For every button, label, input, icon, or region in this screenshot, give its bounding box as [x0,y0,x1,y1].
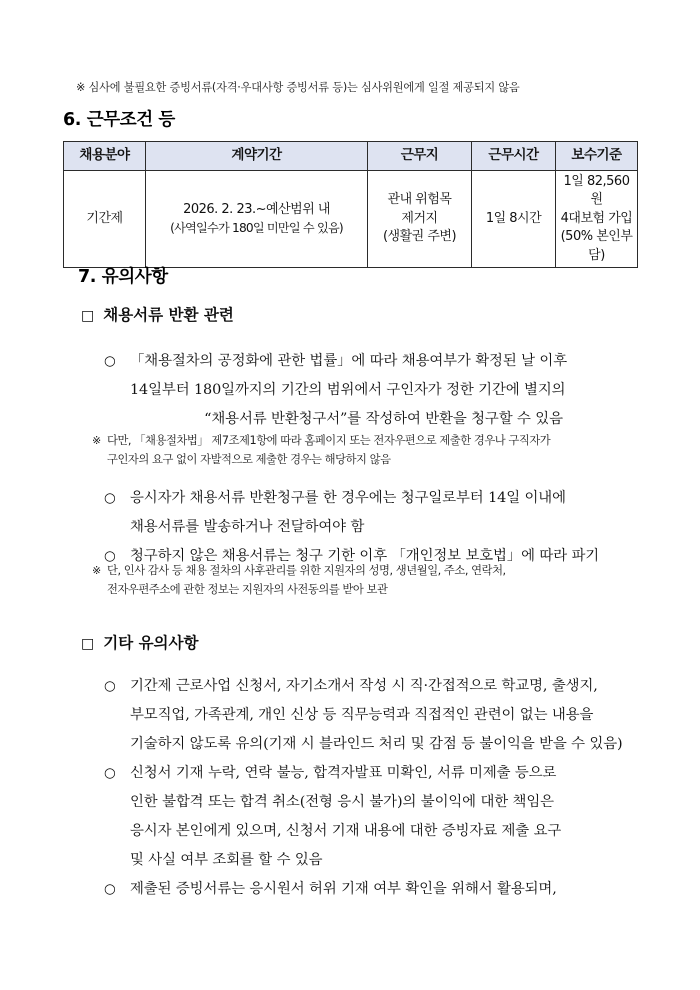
bullet-item [104,484,637,542]
asterisk-icon: ※ [92,564,101,577]
bullet-line-text: 제출된 증빙서류는 응시원서 허위 기재 여부 확인을 위해서 활용되며, [130,881,557,897]
table-header-workplace: 근무지 [368,142,472,171]
table-header-row [64,142,638,171]
checkbox-icon: □ [81,308,95,324]
bullet-line [130,817,637,846]
bullet-item [104,672,637,759]
circle-bullet-icon: ○ [104,353,116,369]
workplace-line-3: (생활권 주변) [382,229,457,245]
bullet-line: 채용서류를 발송하거나 전달하여야 함 [130,519,365,535]
table-row [64,171,638,268]
subsection-title: 채용서류 반환 관련 [103,305,234,324]
note-item [92,431,637,469]
circle-bullet-icon: ○ [104,548,116,564]
pay-line-3: (50% 본인부담) [560,229,633,263]
note-line: 전자우편주소에 관한 정보는 지원자의 사전동의를 받아 보관 [107,583,388,596]
bullet-item [104,347,637,434]
cell-pay [556,171,638,268]
bullet-item [104,875,637,904]
bullet-line [130,788,637,817]
bullet-line-text: 14일부터 180일까지의 기간의 범위에서 구인자가 정한 기간에 별지의 [130,382,566,398]
bullet-line-text: 청구하지 않은 채용서류는 청구 기한 이후 「개인정보 보호법」에 따라 파기 [130,548,600,564]
workplace-line-1: 관내 위험목 [387,192,452,208]
contract-period-line-2: (사역일수가 180일 미만일 수 있음) [170,220,343,235]
subsection-heading-other-notes [81,631,198,653]
bullet-line-text: 신청서 기재 누락, 연락 불능, 합격자발표 미확인, 서류 미제출 등으로 [130,765,557,781]
bullet-line-text: 부모직업, 가족관계, 개인 신상 등 직무능력과 직접적인 관련이 없는 내용을 [130,707,594,723]
subsection-heading-document-return [81,303,234,325]
work-conditions-table [63,141,638,268]
table-header-contract-period: 계약기간 [146,142,368,171]
bullet-line-text: 「채용절차의 공정화에 관한 법률」에 따라 채용여부가 확정된 날 이후 [130,353,568,369]
cell-workplace [368,171,472,268]
subsection-title: 기타 유의사항 [103,633,199,652]
cell-work-hours: 1일 8시간 [472,171,556,268]
bullet-line: 및 사실 여부 조회를 할 수 있음 [130,852,323,868]
asterisk-icon: ※ [92,434,101,447]
bullet-line [130,376,637,405]
bullet-line [130,347,637,376]
bullet-line-text: 기간제 근로사업 신청서, 자기소개서 작성 시 직·간접적으로 학교명, 출생지, [130,678,598,694]
table-header-field: 채용분야 [64,142,146,171]
cell-contract-period [146,171,368,268]
bullet-line-text: 응시자가 채용서류 반환청구를 한 경우에는 청구일로부터 14일 이내에 [130,490,566,506]
circle-bullet-icon: ○ [104,881,116,897]
bullet-line: “채용서류 반환청구서”를 작성하여 반환을 청구할 수 있음 [204,411,563,427]
bullet-line-text: 인한 불합격 또는 합격 취소(전형 응시 불가)의 불이익에 대한 책임은 [130,794,554,810]
cell-field: 기간제 [64,171,146,268]
note-line: 다만, 「채용절차법」 제7조제1항에 따라 홈페이지 또는 전자우편으로 제출한 경우나 구직자가 [107,434,551,447]
bullet-line [130,672,637,701]
bullet-line-text: 응시자 본인에게 있으며, 신청서 기재 내용에 대한 증빙자료 제출 요구 [130,823,562,839]
pay-line-2: 4대보험 가입 [560,210,633,226]
bullet-item [104,759,637,875]
circle-bullet-icon: ○ [104,490,116,506]
note-line: 단, 인사 감사 등 채용 절차의 사후관리를 위한 지원자의 성명, 생년월일, 주소, 연락처, [107,564,506,577]
pay-line-1: 1일 82,560원 [563,174,630,208]
bullet-line [130,701,637,730]
note-line: 구인자의 요구 없이 자발적으로 제출한 경우는 해당하지 않음 [107,453,391,466]
circle-bullet-icon: ○ [104,765,116,781]
workplace-line-2: 제거지 [401,210,438,226]
note-item [92,561,637,599]
table-header-work-hours: 근무시간 [472,142,556,171]
checkbox-icon: □ [81,636,95,652]
bullet-line: 기술하지 않도록 유의(기재 시 블라인드 처리 및 감점 등 불이익을 받을 수 있음) [130,736,623,752]
section-6-heading: 6. 근무조건 등 [63,110,175,130]
bullet-line [130,759,637,788]
bullet-line [130,484,637,513]
section-7-heading: 7. 유의사항 [78,267,168,287]
top-note: ※ 심사에 불필요한 증빙서류(자격·우대사항 증빙서류 등)는 심사위원에게 일절 제공되지 않음 [76,81,520,94]
table-header-pay: 보수기준 [556,142,638,171]
bullet-line [130,875,637,904]
contract-period-line-1: 2026. 2. 23.~예산범위 내 [183,202,330,218]
circle-bullet-icon: ○ [104,678,116,694]
